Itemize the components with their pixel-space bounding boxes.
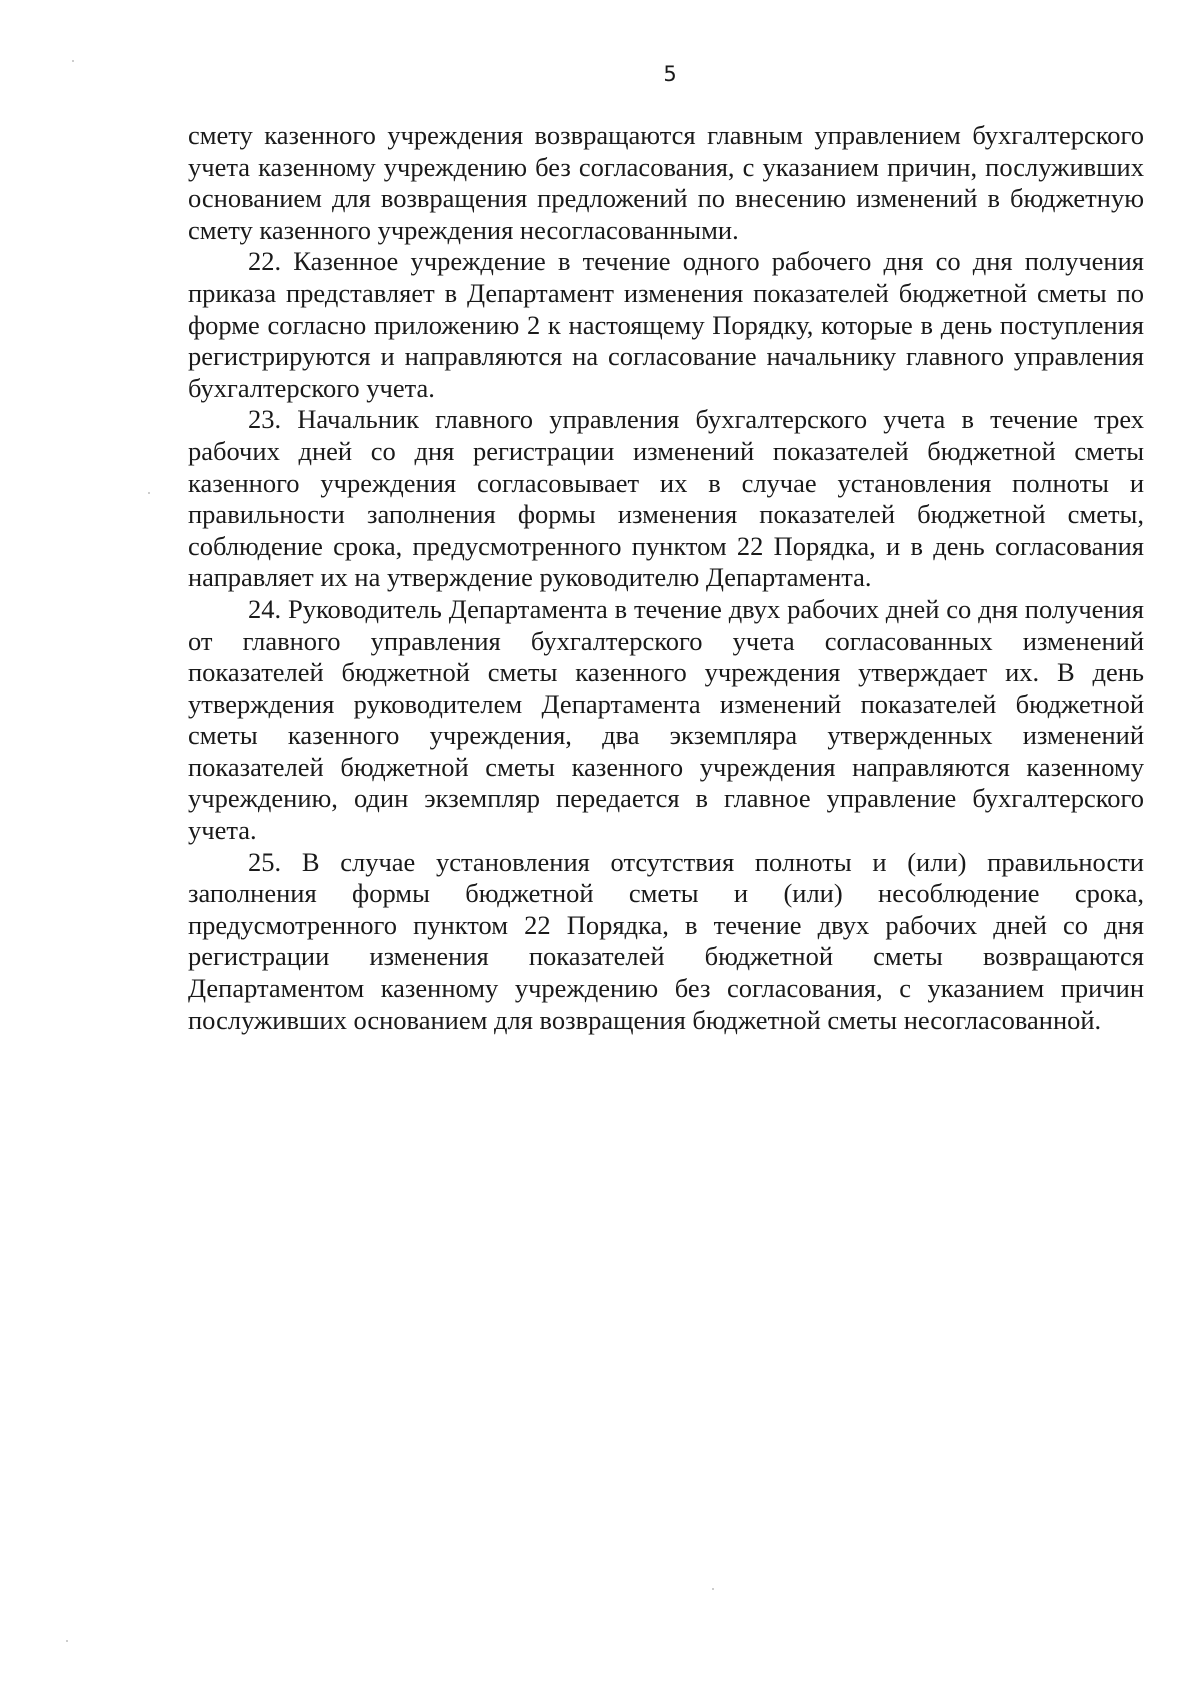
scan-speck xyxy=(72,60,74,62)
paragraph-24: 24. Руководитель Департамента в течение двух рабочих дней со дня получения от главного управления бухгалтерского учета согласованных изменений показателей бюджетной сметы казенного учреждения утверждает их. В день утверждения руководителем Департамента изменений показателей бюджетной сметы казенного учреждения, два экземпляра утвержденных изменений показателей бюджетной сметы казенного учреждения направляются казенному учреждению, один экземпляр передается в главное управление бухгалтерского учета. xyxy=(188,593,1144,846)
page-number: 5 xyxy=(663,62,677,86)
document-body xyxy=(188,120,1144,1036)
scan-speck xyxy=(712,1588,714,1590)
scan-speck xyxy=(66,1640,68,1642)
paragraph-25: 25. В случае установления отсутствия полноты и (или) правильности заполнения формы бюджетной сметы и (или) несоблюдение срока, предусмотренного пунктом 22 Порядка, в течение двух рабочих дней со дня регистрации изменения показателей бюджетной сметы возвращаются Департаментом казенному учреждению без согласования, с указанием причин послуживших основанием для возвращения бюджетной сметы несогласованной. xyxy=(188,846,1144,1035)
paragraph-continuation: смету казенного учреждения возвращаются главным управлением бухгалтерского учета казенному учреждению без согласования, с указанием причин, послуживших основанием для возвращения предложений по внесению изменений в бюджетную смету казенного учреждения несогласованными. xyxy=(188,120,1144,245)
scan-speck xyxy=(148,492,150,494)
paragraph-23: 23. Начальник главного управления бухгалтерского учета в течение трех рабочих дней со дня регистрации изменений показателей бюджетной сметы казенного учреждения согласовывает их в случае установления полноты и правильности заполнения формы изменения показателей бюджетной сметы, соблюдение срока, предусмотренного пунктом 22 Порядка, и в день согласования направляет их на утверждение руководителю Департамента. xyxy=(188,404,1144,593)
paragraph-22: 22. Казенное учреждение в течение одного рабочего дня со дня получения приказа представляет в Департамент изменения показателей бюджетной сметы по форме согласно приложению 2 к настоящему Порядку, которые в день поступления регистрируются и направляются на согласование начальнику главного управления бухгалтерского учета. xyxy=(188,246,1144,403)
